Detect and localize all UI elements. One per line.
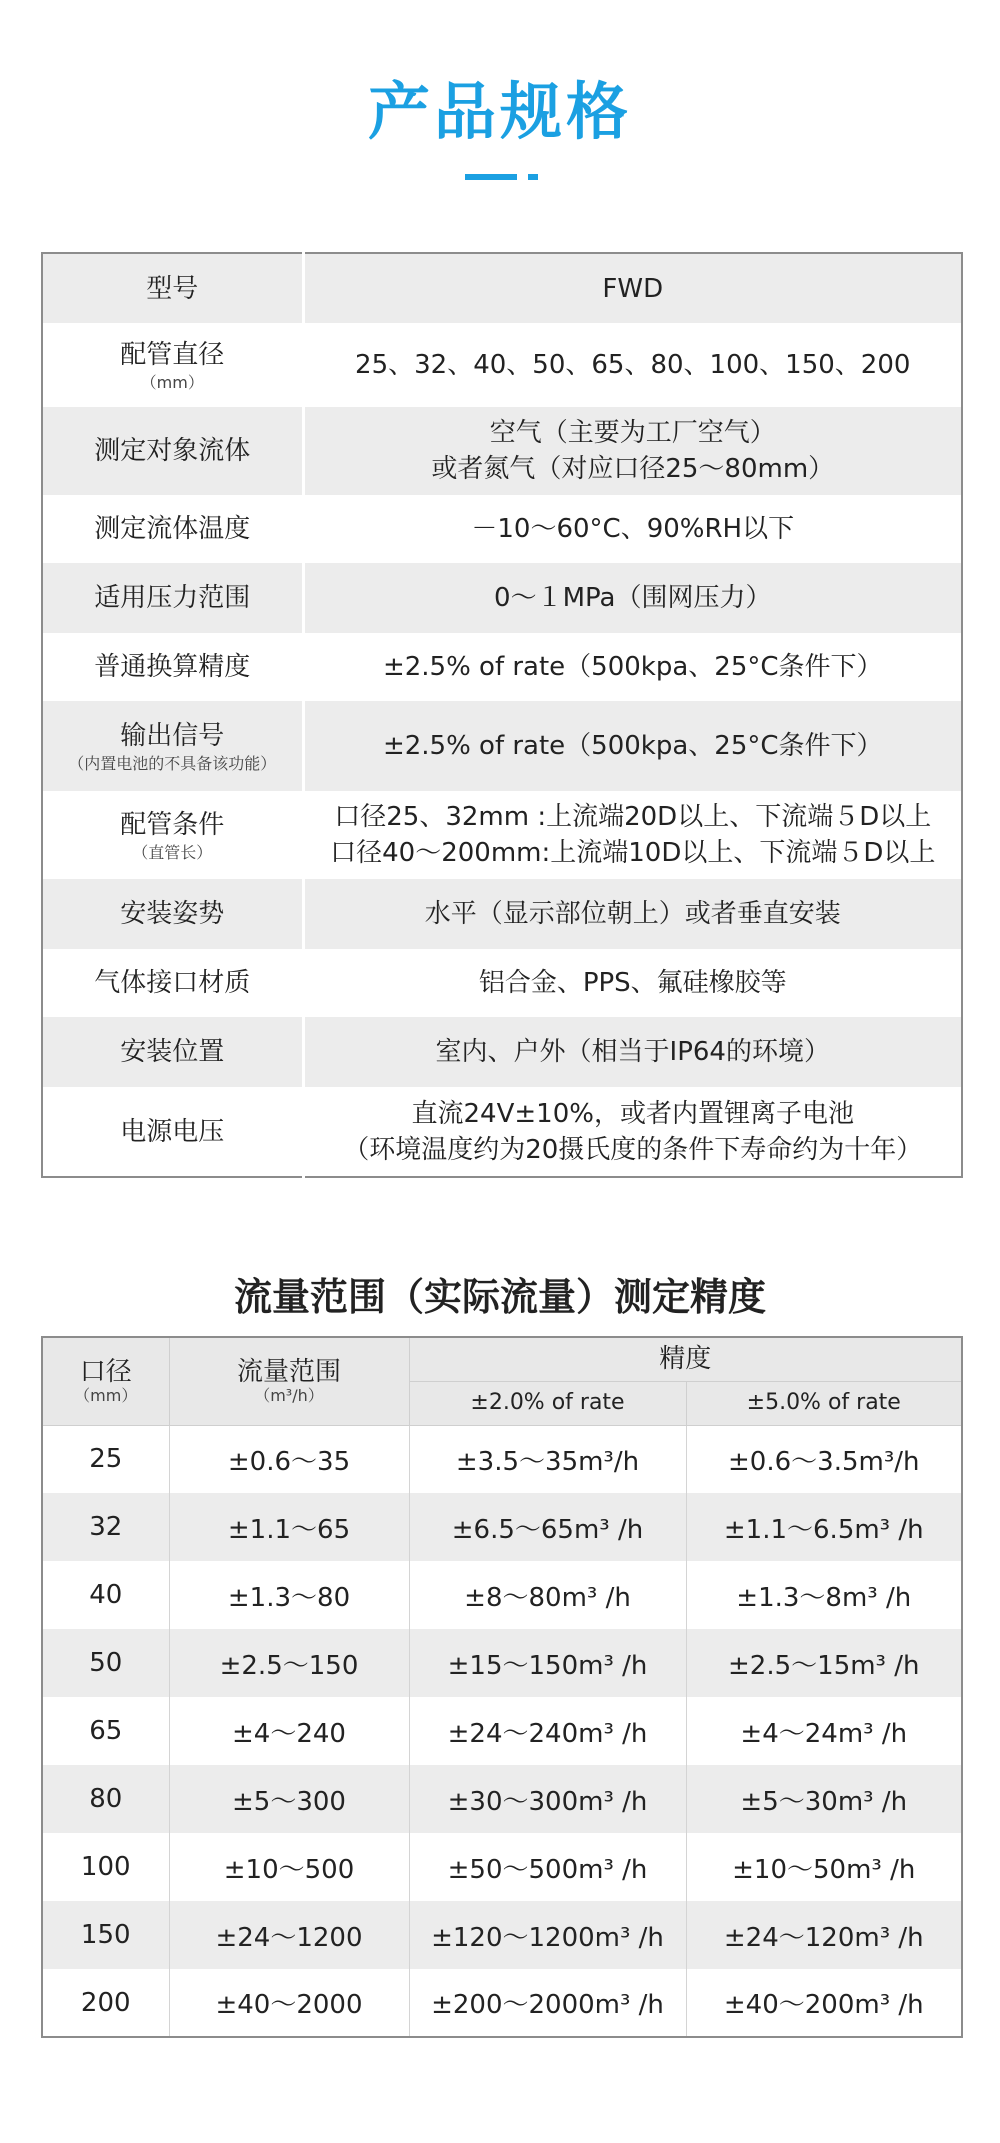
spec-value (303, 495, 962, 563)
spec-value-line: FWD (602, 273, 664, 304)
spec-value (303, 879, 962, 949)
header-accuracy: 精度 (409, 1337, 962, 1381)
spec-value (303, 791, 962, 879)
flow-cell-diameter: 25 (42, 1425, 169, 1493)
spec-value (303, 633, 962, 701)
spec-label-text: 输出信号 (120, 721, 225, 751)
spec-value (303, 701, 962, 791)
spec-row (42, 563, 962, 633)
flow-row (42, 1833, 962, 1901)
flow-cell-acc5: ±40～200m³ /h (723, 1990, 924, 2020)
flow-cell-range: ±5～300 (169, 1765, 409, 1833)
flow-cell-diameter: 50 (42, 1629, 169, 1697)
spec-label (42, 701, 303, 791)
spec-label-text: 气体接口材质 (94, 968, 251, 998)
header-range (169, 1337, 409, 1425)
spec-row (42, 407, 962, 495)
spec-label-text: 普通换算精度 (94, 652, 251, 682)
flow-cell-acc5: ±5～30m³ /h (686, 1765, 962, 1833)
flow-cell-range: ±1.1～65 (169, 1493, 409, 1561)
spec-row (42, 253, 962, 323)
spec-label (42, 563, 303, 633)
spec-label (42, 495, 303, 563)
header-acc-2: ±2.0% of rate (409, 1381, 686, 1425)
spec-label-sub: （mm） (140, 373, 204, 392)
header-diameter (42, 1337, 169, 1425)
spec-label-sub: （直管长） (132, 843, 213, 862)
spec-label (42, 949, 303, 1017)
flow-cell-range: ±2.5～150 (169, 1629, 409, 1697)
spec-label-text: 电源电压 (120, 1116, 225, 1147)
spec-table (41, 252, 963, 1178)
spec-label-text: 适用压力范围 (94, 583, 251, 613)
flow-table (41, 1336, 963, 2038)
spec-value-line: －10～60°C、90%RH以下 (471, 514, 795, 544)
spec-value-line: 直流24V±10%，或者内置锂离子电池 (411, 1098, 854, 1129)
spec-row (42, 879, 962, 949)
spec-value (303, 563, 962, 633)
spec-value-line: 口径40～200mm:上流端10D以上、下流端５D以上 (330, 838, 936, 868)
flow-cell-diameter: 65 (42, 1697, 169, 1765)
spec-label (42, 323, 303, 407)
flow-row (42, 1697, 962, 1765)
spec-row (42, 1017, 962, 1087)
flow-cell-acc2: ±8～80m³ /h (409, 1561, 686, 1629)
spec-value (303, 407, 962, 495)
title-underline-short (528, 174, 538, 180)
flow-cell-acc2: ±15～150m³ /h (409, 1629, 686, 1697)
flow-cell-acc5: ±1.1～6.5m³ /h (686, 1493, 962, 1561)
spec-value-line: ±2.5% of rate（500kpa、25°C条件下） (382, 731, 883, 761)
spec-value-line: 室内、户外（相当于IP64的环境） (435, 1037, 830, 1067)
spec-value (303, 1087, 962, 1177)
spec-row (42, 1087, 962, 1177)
spec-label-text: 测定流体温度 (94, 514, 251, 544)
flow-cell-acc2: ±120～1200m³ /h (409, 1901, 686, 1969)
spec-value-line: 空气（主要为工厂空气） (489, 418, 776, 448)
flow-cell-acc2: ±50～500m³ /h (409, 1833, 686, 1901)
spec-value-line: （环境温度约为20摄氏度的条件下寿命约为十年） (343, 1134, 923, 1165)
spec-value-line: 铝合金、PPS、氟硅橡胶等 (478, 968, 787, 998)
spec-row (42, 495, 962, 563)
flow-cell-diameter: 100 (42, 1833, 169, 1901)
spec-label (42, 407, 303, 495)
spec-value-line: 25、32、40、50、65、80、100、150、200 (355, 350, 911, 380)
spec-value-line: 或者氮气（对应口径25～80mm） (431, 454, 835, 484)
flow-cell-range: ±0.6～35 (169, 1425, 409, 1493)
spec-label (42, 879, 303, 949)
flow-cell-diameter: 200 (42, 1969, 169, 2037)
flow-cell-range: ±10～500 (169, 1833, 409, 1901)
spec-label-text: 测定对象流体 (94, 436, 251, 466)
flow-cell-acc2: ±3.5～35m³/h (409, 1425, 686, 1493)
spec-label (42, 1017, 303, 1087)
flow-cell-range: ±24～1200 (169, 1901, 409, 1969)
spec-label (42, 791, 303, 879)
spec-label-sub: （内置电池的不具备该功能） (68, 754, 277, 773)
spec-label-text: 安装姿势 (120, 899, 225, 929)
flow-cell-diameter: 80 (42, 1765, 169, 1833)
flow-row (42, 1629, 962, 1697)
flow-cell-acc5: ±0.6～3.5m³/h (728, 1446, 920, 1477)
flow-cell-acc2: ±6.5～65m³ /h (409, 1493, 686, 1561)
flow-row (42, 1493, 962, 1561)
flow-cell-acc5: ±4～24m³ /h (740, 1718, 908, 1749)
flow-cell-acc2: ±30～300m³ /h (409, 1765, 686, 1833)
spec-label (42, 253, 303, 323)
spec-row (42, 791, 962, 879)
flow-section-title: 流量范围（实际流量）测定精度 (233, 1275, 766, 1319)
flow-cell-diameter: 40 (42, 1561, 169, 1629)
flow-cell-diameter: 32 (42, 1493, 169, 1561)
spec-row (42, 323, 962, 407)
spec-row (42, 701, 962, 791)
flow-cell-acc2: ±24～240m³ /h (409, 1697, 686, 1765)
spec-label-text: 型号 (146, 273, 199, 304)
spec-label-text: 配管条件 (120, 810, 225, 840)
flow-row (42, 1765, 962, 1833)
flow-cell-range: ±4～240 (169, 1697, 409, 1765)
spec-value (303, 1017, 962, 1087)
spec-value-line: 0～１MPa（围网压力） (494, 583, 772, 613)
spec-value (303, 253, 962, 323)
flow-row (42, 1969, 962, 2037)
spec-label (42, 1087, 303, 1177)
spec-value-line: ±2.5% of rate（500kpa、25°C条件下） (382, 652, 883, 682)
spec-label-text: 安装位置 (120, 1037, 225, 1067)
flow-cell-acc5: ±2.5～15m³ /h (686, 1629, 962, 1697)
flow-row (42, 1561, 962, 1629)
flow-cell-range: ±1.3～80 (169, 1561, 409, 1629)
flow-cell-acc5: ±1.3～8m³ /h (736, 1582, 912, 1613)
flow-cell-acc5: ±24～120m³ /h (686, 1901, 962, 1969)
flow-table-body (42, 1425, 962, 2037)
header-acc-5: ±5.0% of rate (686, 1381, 962, 1425)
header-range-label: 流量范围 (236, 1357, 341, 1388)
spec-label-text: 配管直径 (120, 340, 225, 370)
spec-value (303, 949, 962, 1017)
spec-value (303, 323, 962, 407)
flow-row (42, 1425, 962, 1493)
header-diameter-label: 口径 (79, 1357, 132, 1388)
spec-value-line: 口径25、32mm :上流端20D以上、下流端５D以上 (334, 802, 932, 832)
spec-value-line: 水平（显示部位朝上）或者垂直安装 (424, 899, 841, 929)
spec-label (42, 633, 303, 701)
spec-row (42, 633, 962, 701)
flow-table-header (42, 1337, 962, 1425)
header-diameter-unit: （mm） (74, 1386, 138, 1406)
flow-cell-range: ±40～2000 (169, 1969, 409, 2037)
flow-cell-acc5: ±10～50m³ /h (732, 1854, 916, 1885)
header-range-unit: （m³/h） (254, 1386, 324, 1406)
flow-cell-acc2: ±200～2000m³ /h (409, 1969, 686, 2037)
spec-row (42, 949, 962, 1017)
page-title: 产品规格 (367, 75, 632, 148)
flow-row (42, 1901, 962, 1969)
spec-table-body (42, 253, 962, 1177)
flow-cell-diameter: 150 (42, 1901, 169, 1969)
title-underline-long (465, 174, 517, 180)
